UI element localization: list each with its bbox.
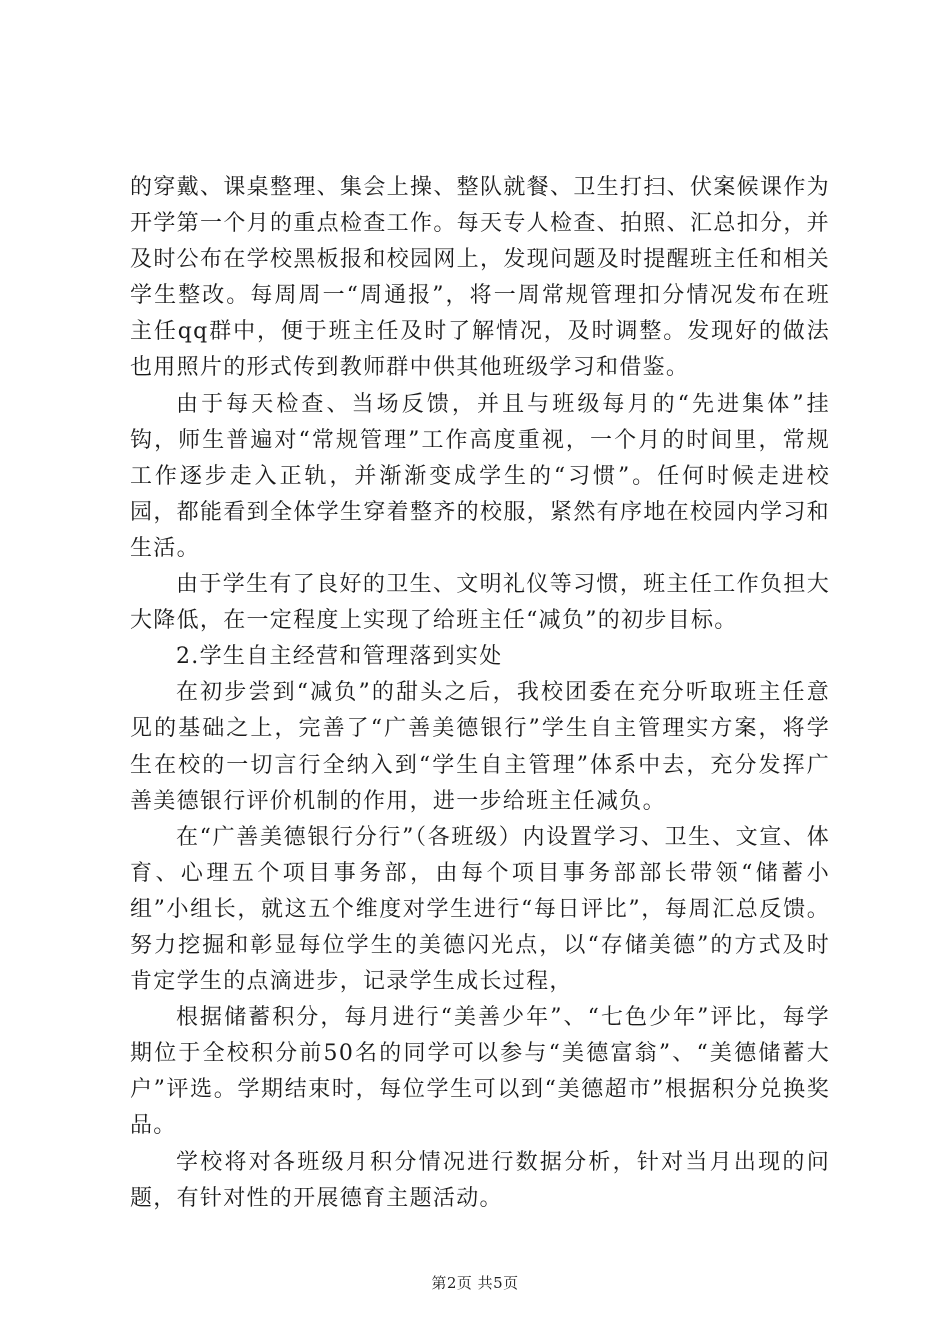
paragraph-6: 根据储蓄积分，每月进行“美善少年”、“七色少年”评比，每学期位于全校积分前50名的同学可以参与“美德富翁”、“美德储蓄大户”评选。学期结束时，每位学生可以到“美德超市”根据积分兑换奖品。 xyxy=(130,1005,830,1139)
page-footer: 第2页 共5页 xyxy=(431,1274,519,1292)
paragraph-4: 在初步尝到“减负”的甜头之后，我校团委在充分听取班主任意见的基础之上，完善了“广善美德银行”学生自主管理实方案，将学生在校的一切言行全纳入到“学生自主管理”体系中去，充分发挥广善美德银行评价机制的作用，进一步给班主任减负。 xyxy=(130,680,830,814)
section-heading: 2.学生自主经营和管理落到实处 xyxy=(176,644,503,670)
paragraph-2: 由于每天检查、当场反馈，并且与班级每月的“先进集体”挂钩，师生普遍对“常规管理”工作高度重视，一个月的时间里，常规工作逐步走入正轨，并渐渐变成学生的“习惯”。任何时候走进校园，都能看到全体学生穿着整齐的校服，紧然有序地在校园内学习和生活。 xyxy=(130,391,830,561)
paragraph-3: 由于学生有了良好的卫生、文明礼仪等习惯，班主任工作负担大大降低，在一定程度上实现了给班主任“减负”的初步目标。 xyxy=(130,572,830,634)
paragraph-1: 的穿戴、课桌整理、集会上操、整队就餐、卫生打扫、伏案候课作为开学第一个月的重点检查工作。每天专人检查、拍照、汇总扣分，并及时公布在学校黑板报和校园网上，发现问题及时提醒班主任和相关学生整改。每周周一“周通报”，将一周常规管理扣分情况发布在班主任qq群中，便于班主任及时了解情况，及时调整。发现好的做法也用照片的形式传到教师群中供其他班级学习和借鉴。 xyxy=(130,175,830,381)
paragraph-7: 学校将对各班级月积分情况进行数据分析，针对当月出现的问题，有针对性的开展德育主题活动。 xyxy=(130,1149,830,1211)
document-body xyxy=(130,170,830,1217)
paragraph-5: 在“广善美德银行分行”（各班级）内设置学习、卫生、文宣、体育、心理五个项目事务部，由每个项目事务部部长带领“储蓄小组”小组长，就这五个维度对学生进行“每日评比”，每周汇总反馈。努力挖掘和彰显每位学生的美德闪光点，以“存储美德”的方式及时肯定学生的点滴进步，记录学生成长过程， xyxy=(130,824,830,995)
